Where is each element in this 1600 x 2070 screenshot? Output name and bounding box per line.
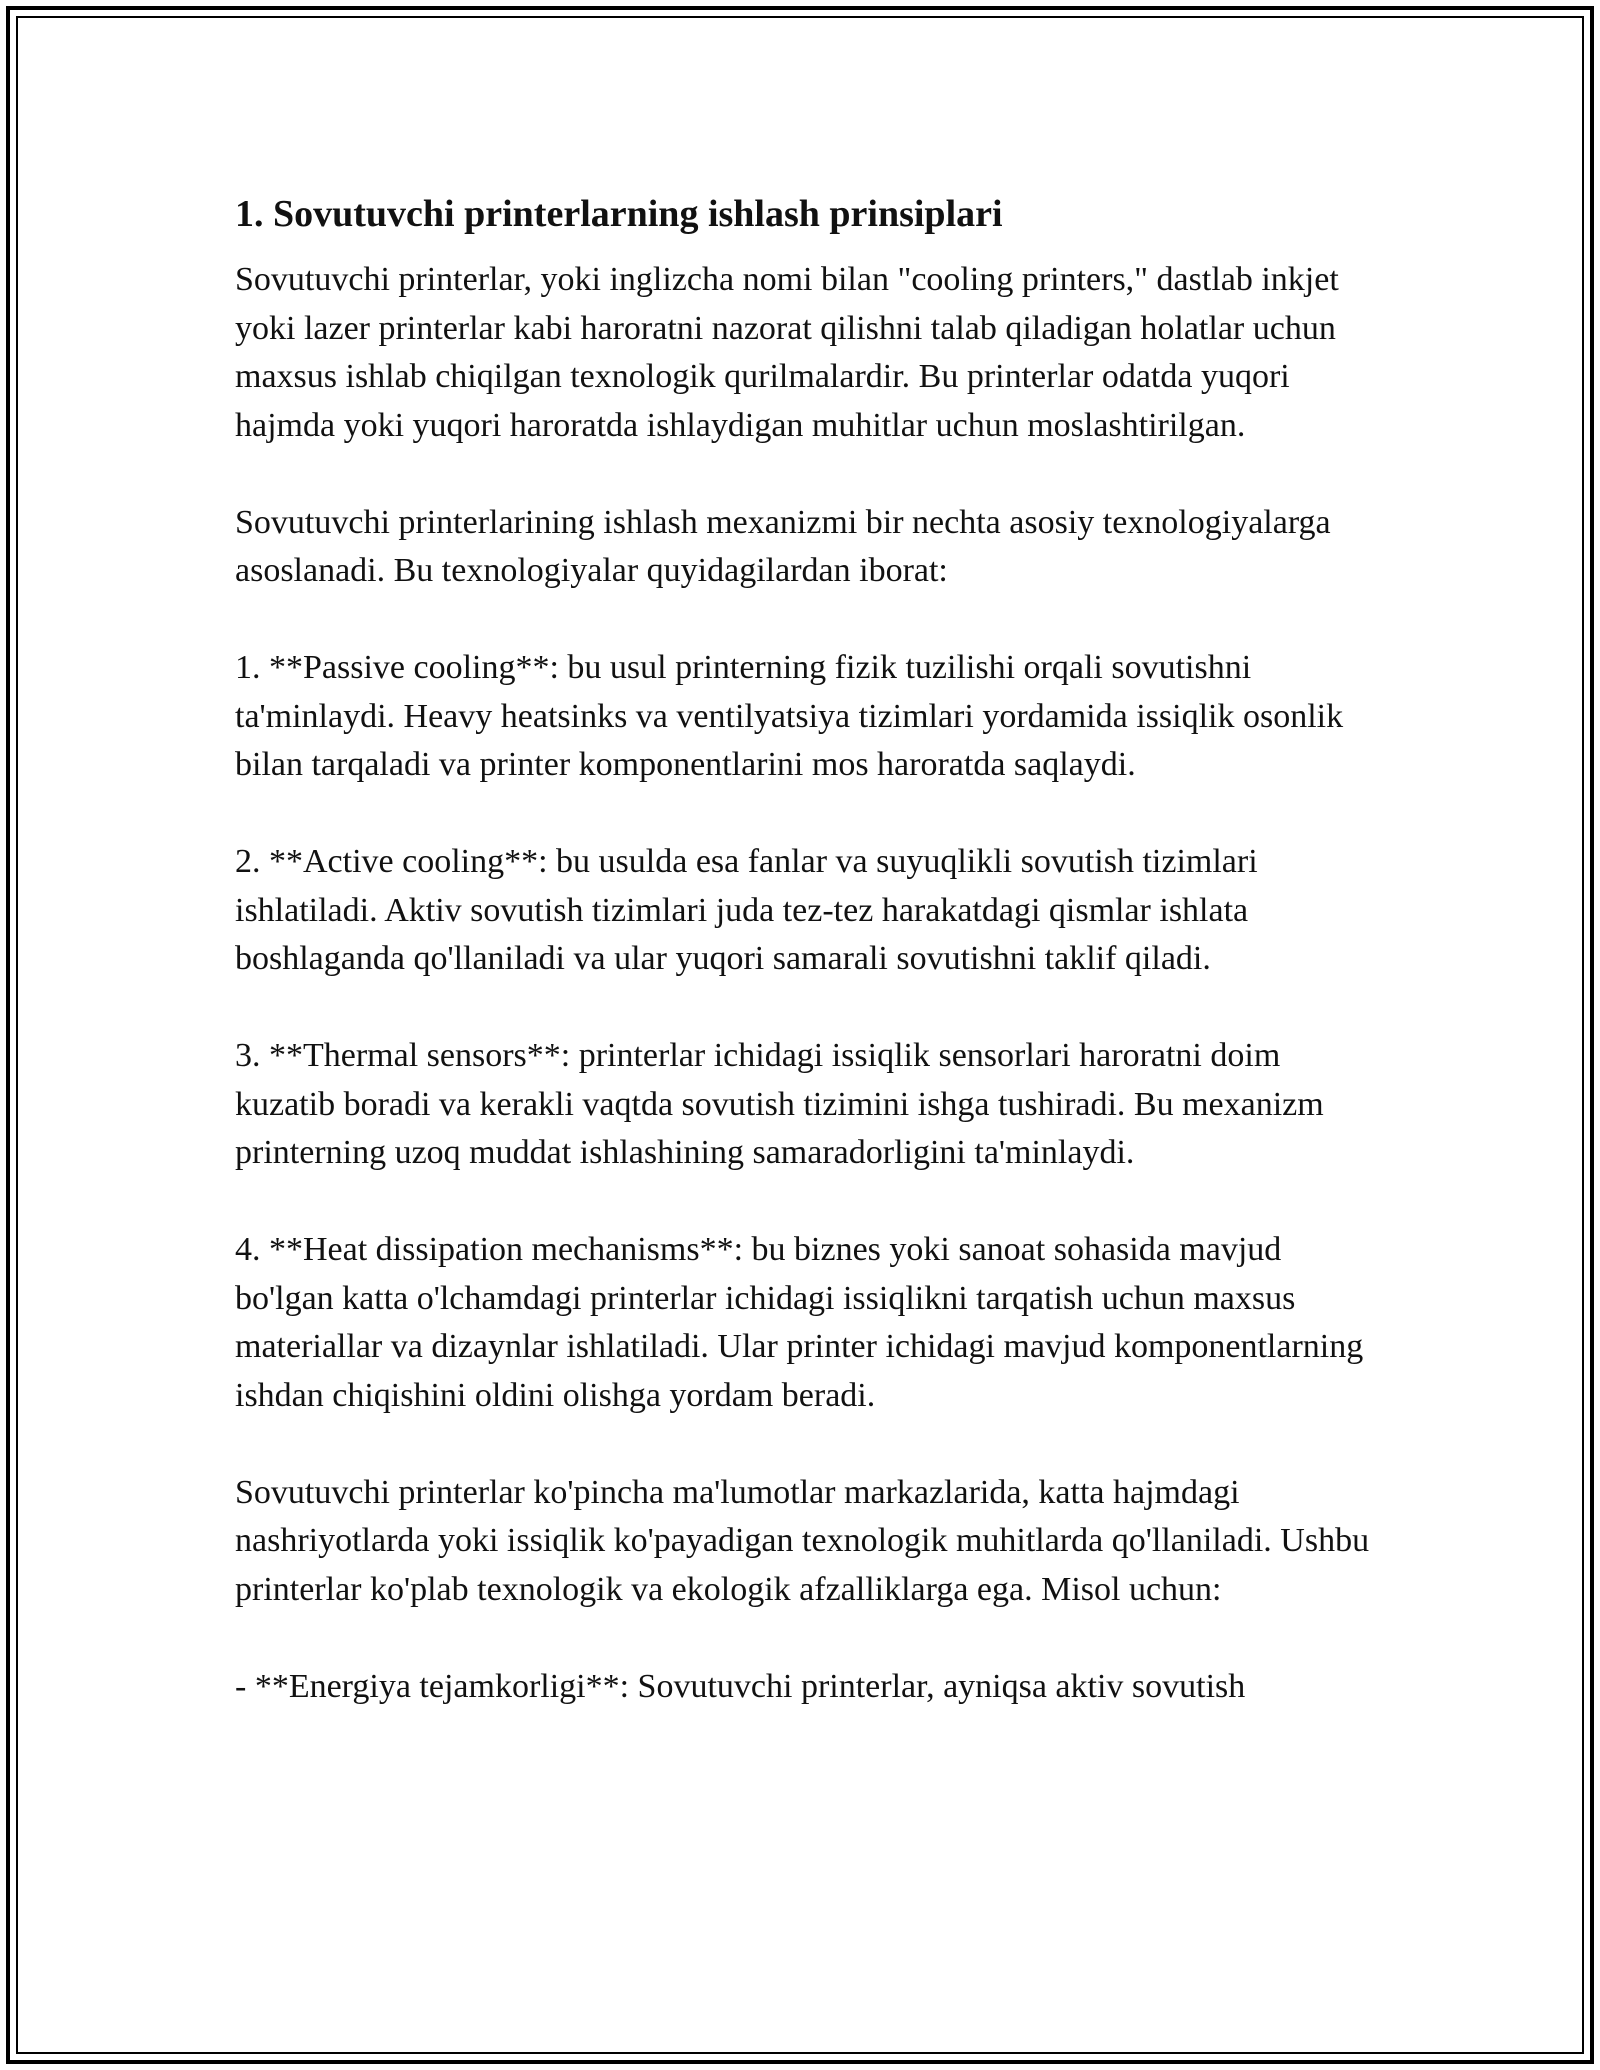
paragraph-usage: Sovutuvchi printerlar ko'pincha ma'lumotlar markazlarida, katta hajmdagi nashriyotlarda yoki issiqlik ko'payadigan texnologik muhitlarda qo'llaniladi. Ushbu printerlar ko'plab texnologik va ekologik afzalliklarga ega. Misol uchun: [235,1473,1370,1608]
section-heading: 1. Sovutuvchi printerlarning ishlash prinsiplari [235,193,1003,235]
list-item-thermal-sensors: 3. **Thermal sensors**: printerlar ichidagi issiqlik sensorlari haroratni doim kuzatib boradi va kerakli vaqtda sovutish tizimini ishga tushiradi. Bu mexanizm printerning uzoq muddat ishlashining samaradorligini ta'minlaydi. [235,1037,1324,1171]
paragraph-intro: Sovutuvchi printerlar, yoki inglizcha nomi bilan "cooling printers," dastlab inkjet yoki lazer printerlar kabi haroratni nazorat qilishni talab qiladigan holatlar uchun maxsus ishlab chiqilgan texnologik qurilmalardir. Bu printerlar odatda yuqori hajmda yoki yuqori haroratda ishlaydigan muhitlar uchun moslashtirilgan. [235,261,1339,444]
list-item-passive-cooling: 1. **Passive cooling**: bu usul printerning fizik tuzilishi orqali sovutishni ta'minlaydi. Heavy heatsinks va ventilyatsiya tizimlari yordamida issiqlik osonlik bilan tarqaladi va printer komponentlarini mos haroratda saqlaydi. [235,649,1344,783]
bullet-energy-efficiency: - **Energiya tejamkorligi**: Sovutuvchi printerlar, ayniqsa aktiv sovutish [235,1667,1246,1705]
list-item-active-cooling: 2. **Active cooling**: bu usulda esa fanlar va suyuqlikli sovutish tizimlari ishlatiladi. Aktiv sovutish tizimlari juda tez-tez harakatdagi qismlar ishlata boshlaganda qo'llaniladi va ular yuqori samarali sovutishni taklif qiladi. [235,843,1258,977]
list-item-heat-dissipation: 4. **Heat dissipation mechanisms**: bu biznes yoki sanoat sohasida mavjud bo'lgan katta o'lchamdagi printerlar ichidagi issiqlikni tarqatish uchun maxsus materiallar va dizaynlar ishlatiladi. Ular printer ichidagi mavjud komponentlarning ishdan chiqishini oldini olishga yordam beradi. [235,1231,1364,1414]
paragraph-mechanism: Sovutuvchi printerlarining ishlash mexanizmi bir nechta asosiy texnologiyalarga asoslanadi. Bu texnologiyalar quyidagilardan iborat: [235,503,1331,589]
document-body [235,186,1385,1760]
